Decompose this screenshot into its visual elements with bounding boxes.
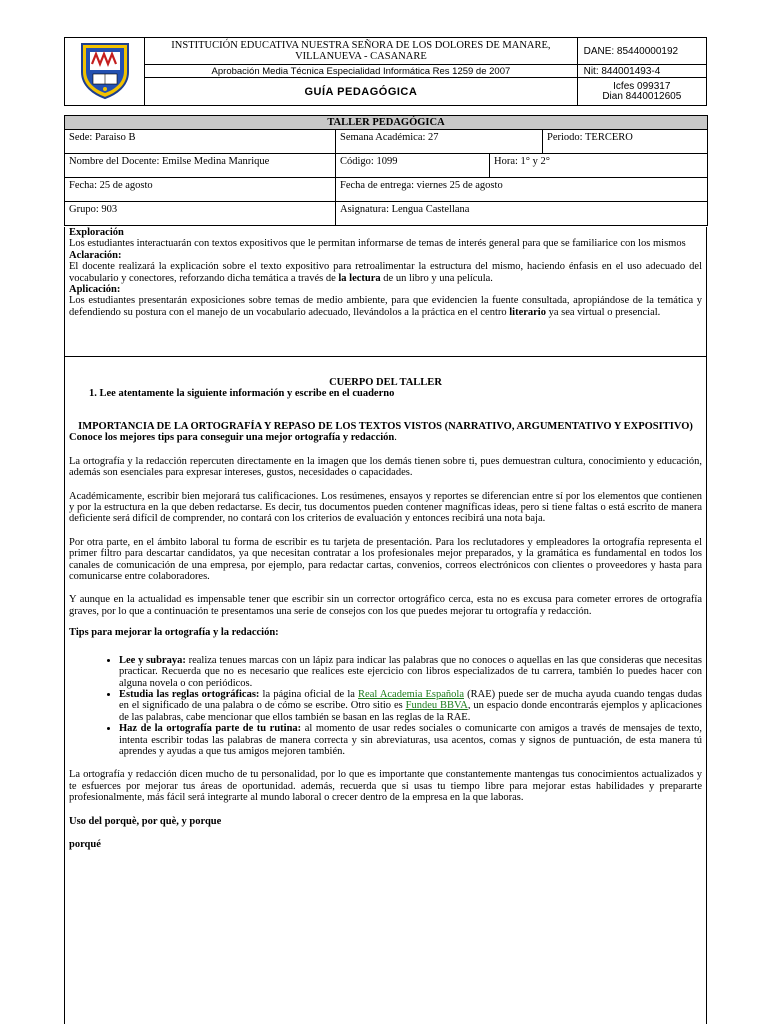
nit-code: Nit: 844001493-4 xyxy=(577,65,706,78)
rae-link[interactable]: Real Academia Española xyxy=(358,688,464,700)
periodo-field: Periodo: TERCERO xyxy=(543,130,708,154)
codigo-field: Código: 1099 xyxy=(336,154,490,178)
workshop-title: TALLER PEDAGÓGICA xyxy=(65,116,708,130)
icfes-dian-codes xyxy=(577,78,706,106)
school-shield-icon xyxy=(74,38,136,100)
asignatura-field: Asignatura: Lengua Castellana xyxy=(336,202,708,226)
workshop-info-grid xyxy=(64,115,707,226)
semana-field: Semana Académica: 27 xyxy=(336,130,543,154)
approval-line: Aprobación Media Técnica Especialidad Informática Res 1259 de 2007 xyxy=(145,65,577,78)
aclaracion-heading: Aclaración: xyxy=(69,249,122,261)
exploracion-text: Los estudiantes interactuarán con textos expositivos que le permitan informarse de temas de interés general para que se familiarice con los mismos xyxy=(69,238,686,250)
workshop-body xyxy=(64,227,707,1024)
tip-1-title: Lee y subraya: xyxy=(119,654,186,666)
tip-2-text-a: la página oficial de la xyxy=(259,688,359,700)
tip-2-title: Estudia las reglas ortográficas: xyxy=(119,688,260,700)
fecha-field: Fecha: 25 de agosto xyxy=(65,178,336,202)
workshop-content xyxy=(65,377,706,850)
document-title: GUÍA PEDAGÓGICA xyxy=(145,78,577,106)
instruction-line: 1. Lee atentamente la siguiente información y escribe en el cuaderno xyxy=(89,388,395,399)
grupo-field: Grupo: 903 xyxy=(65,202,336,226)
tip-3-title: Haz de la ortografía parte de tu rutina: xyxy=(119,723,302,735)
tip-item xyxy=(119,723,702,757)
tip-1-text: realiza tenues marcas con un lápiz para indicar las palabras que no conoces o aquellas en las que consideras que necesitas practicar. Recuerda que no es necesario que realices este ejercicio con libros especializados de tu carrera, también lo puedes hacer con alguna novela o con periódicos. xyxy=(119,654,703,689)
institution-line-2: VILLANUEVA - CASANARE xyxy=(295,51,427,62)
aplicacion-text-a: Los estudiantes presentarán exposiciones sobre temas de medio ambiente, para que evidencien la fuente consultada, apropiándose de la temática y defendiendo su postura con el manejo de un vocabulario adecuado, llevándolos a la práctica en el centro xyxy=(69,295,702,318)
aclaracion-bold: la lectura xyxy=(338,272,381,284)
sede-field: Sede: Paraiso B xyxy=(65,130,336,154)
tip-3-text: al momento de usar redes sociales o comunicarte con amigos a través de mensajes de texto, intenta escribir todas las palabras de manera correcta y sin abreviaturas, usa acentos, comas y signos de puntuación, de esta manera tú aprendes y ayudas a que tus amigos mejoren también. xyxy=(119,723,702,757)
paragraph-1: La ortografía y la redacción repercuten directamente en la imagen que los demás tienen sobre ti, pues demuestran cultura, conocimiento y educación, además son esenciales para expresar intereses, gustos, necesidades o capacidades. xyxy=(69,455,702,479)
porque-heading: porqué xyxy=(69,838,101,850)
aclaracion-text xyxy=(69,261,702,284)
document-header xyxy=(64,37,707,106)
intro-line xyxy=(69,432,702,443)
institution-line-1: INSTITUCIÓN EDUCATIVA NUESTRA SEÑORA DE LOS DOLORES DE MANARE, xyxy=(171,40,551,51)
tip-2-text-b: (RAE) puede ser de mucha ayuda cuando tengas dudas en el significado de una palabra o de cómo se escribe. Otro sitio es xyxy=(119,688,702,712)
porque-usage-title: Uso del porquè, por què, y porque xyxy=(69,815,222,827)
tip-item xyxy=(119,689,702,723)
aplicacion-heading: Aplicación: xyxy=(69,284,121,296)
paragraph-5: La ortografía y redacción dicen mucho de tu personalidad, por lo que es importante que constantemente mantengas tus conocimientos actualizados y te esfuerces por mejorar tus áreas de oportunidad. además, recuerda que si usas tu tiempo libre para mejorar estas habilidades y prepararte profesionalmente, más fácil será integrarte al mundo laboral o crecer dentro de la empresa en la que laboras. xyxy=(69,769,702,804)
aplicacion-text-c: ya sea virtual o presencial. xyxy=(545,306,661,318)
icfes-code: Icfes 099317 xyxy=(613,80,671,92)
exploration-section xyxy=(65,227,706,357)
aplicacion-text xyxy=(69,295,702,318)
fundeu-link[interactable]: Fundeu BBVA xyxy=(405,700,468,712)
paragraph-4: Y aunque en la actualidad es impensable tener que escribir sin un corrector ortográfico cerca, esta no es excusa para cometer errores de ortografía graves, por lo que a continuación te presentamos una serie de consejos con los que puedes mejorar tu ortografía y redacción. xyxy=(69,594,702,617)
intro-text: Conoce los mejores tips para conseguir una mejor ortografía y redacción xyxy=(69,432,395,444)
hora-field: Hora: 1° y 2° xyxy=(490,154,708,178)
exploracion-heading: Exploración xyxy=(69,227,124,238)
aclaracion-text-c: de un libro y una película. xyxy=(380,272,493,284)
paragraph-2: Académicamente, escribir bien mejorará tus calificaciones. Los resúmenes, ensayos y reportes se diferencian entre sí por los elementos que contienen y por la estructura en la que deben redactarse. Es decir, tus documentos pueden contener magníficas ideas, pero si tiene faltas o está escrito de manera deficiente será difícil de comprender, no contará con los criterios de evaluación y entonces recibirá una nota baja. xyxy=(69,490,702,525)
tips-title: Tips para mejorar la ortografía y la redacción: xyxy=(69,627,279,639)
aclaracion-text-a: El docente realizará la explicación sobre el texto expositivo para retroalimentar la estructura del mismo, haciendo énfasis en el uso adecuado del vocabulario y conectores, reforzando dicha temática a través de xyxy=(69,261,702,284)
section-subtitle: IMPORTANCIA DE LA ORTOGRAFÍA Y REPASO DE LOS TEXTOS VISTOS (NARRATIVO, ARGUMENTATIVO Y EXPOSITIVO) xyxy=(78,421,693,433)
dian-code: Dian 8440012605 xyxy=(602,90,682,102)
cuerpo-title: CUERPO DEL TALLER xyxy=(329,377,442,388)
aplicacion-bold: literario xyxy=(509,306,546,318)
paragraph-3: Por otra parte, en el ámbito laboral tu forma de escribir es tu tarjeta de presentación. Para los reclutadores y empleadores la ortografía representa el primer filtro para descartar candidatos, ya que necesitan contratar a los profesionales mejor preparados, y la gramática es fundamental en todos los canales de comunicación de una empresa, por ejemplo, para redactar cartas, convenios, correos electrónicos con clientes o proveedores y hasta para comunicarse entre colaboradores. xyxy=(69,536,702,583)
entrega-field: Fecha de entrega: viernes 25 de agosto xyxy=(336,178,708,202)
docente-field: Nombre del Docente: Emilse Medina Manrique xyxy=(65,154,336,178)
intro-period: . xyxy=(394,432,397,444)
tip-2-text-c: , un espacio donde encontrarás ejemplos y aplicaciones de las palabras, cabe mencionar que ellos también se basan en las reglas de la RAE. xyxy=(119,700,703,723)
logo-cell xyxy=(65,38,145,106)
tips-list xyxy=(69,655,702,758)
tip-item xyxy=(119,655,702,689)
dane-code: DANE: 85440000192 xyxy=(577,38,706,65)
institution-name xyxy=(145,38,577,65)
